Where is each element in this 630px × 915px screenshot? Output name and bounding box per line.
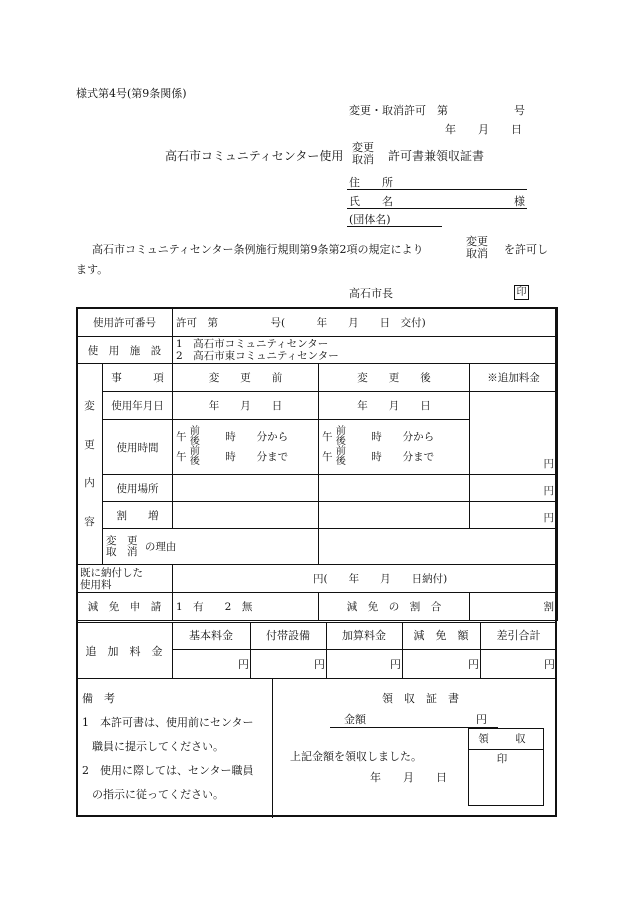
remarks-title: 備 考 (82, 692, 115, 705)
time-from-label: 時 分から (371, 431, 435, 443)
name-label: 氏 名 (349, 195, 393, 208)
change-header-row (77, 364, 558, 392)
before-place-value (173, 475, 319, 502)
receipt-stamp-box (468, 728, 553, 806)
after-header: 変 更 後 (319, 364, 470, 392)
yen-unit: 円 (543, 485, 555, 497)
vertical-char-1: 変 (84, 400, 95, 412)
permit-table (76, 307, 558, 621)
reduction-rate-label: 減 免 の 割 合 (319, 593, 470, 621)
paid-label-line-1: 既に納付した (80, 566, 143, 579)
receipt-amount-label: 金額 (344, 713, 366, 726)
permit-number-row (77, 308, 558, 337)
paid-row (77, 565, 558, 593)
facility-option-2: 2 高石市東コミュニティセンター (176, 350, 339, 362)
body-text-2: を許可し (504, 243, 548, 256)
yen-unit: 円 (543, 512, 555, 524)
ampm-prefix: 午 (176, 451, 187, 463)
title-stack-top: 変更 (352, 141, 374, 154)
paid-value: 円( 年 月 日納付) (173, 565, 558, 593)
receipt-stamp-label: 領 収 印 (469, 729, 543, 750)
remarks-line-3: 2 使用に際しては、センター職員 (82, 764, 254, 777)
body-stack-bottom: 取消 (466, 246, 488, 260)
receipt-amount-unit: 円 (476, 713, 487, 726)
am-label: 前 (189, 446, 200, 457)
permit-number-label: 使用許可番号 (77, 308, 173, 337)
use-date-label: 使用年月日 (103, 392, 173, 420)
rate-unit: 割 (543, 601, 555, 613)
receipt-title: 領 収 証 書 (382, 692, 459, 705)
remarks-divider (272, 679, 273, 818)
extra-fee-surcharge-cell (470, 502, 558, 529)
remarks-line-4: の指示に従ってください。 (92, 788, 224, 801)
facility-option-1: 1 高石市コミュニティセンター (176, 338, 329, 350)
place-row (77, 475, 558, 502)
address-label: 住 所 (349, 176, 393, 189)
place-label: 使用場所 (103, 475, 173, 502)
title-stack-bottom: 取消 (352, 152, 374, 166)
extra-fee-time-cell (470, 392, 558, 475)
additional-fee-block (76, 622, 557, 679)
pm-label: 後 (335, 436, 346, 447)
ampm-prefix: 午 (322, 451, 333, 463)
reason-label (103, 529, 319, 565)
facility-options (173, 337, 558, 364)
after-time-to (322, 447, 466, 467)
fee-header-surcharge: 加算料金 (342, 629, 386, 642)
body-text-1: 高石市コミュニティセンター条例施行規則第9条第2項の規定により (92, 243, 424, 256)
remarks-line-1: 1 本許可書は、使用前にセンター (82, 716, 254, 729)
fee-surcharge-yen: 円 (390, 658, 401, 671)
fee-basic-yen: 円 (238, 658, 249, 671)
paid-label (77, 565, 173, 593)
title-left: 高石市コミュニティセンター使用 (165, 149, 344, 163)
after-date-value: 年 月 日 (319, 392, 470, 420)
fee-header-basic: 基本料金 (189, 629, 233, 642)
surcharge-row (77, 502, 558, 529)
reason-label-text: の理由 (144, 540, 177, 553)
fee-equipment-yen: 円 (314, 658, 325, 671)
am-label: 前 (335, 426, 346, 437)
reduction-label: 減 免 申 請 (77, 593, 173, 621)
fee-reduction-yen: 円 (468, 658, 479, 671)
item-header: 事 項 (103, 364, 173, 392)
org-label: (団体名) (349, 213, 391, 226)
address-underline (347, 189, 527, 190)
facility-row (77, 337, 558, 364)
time-from-label: 時 分から (225, 431, 289, 443)
extra-fee-place-cell (470, 475, 558, 502)
ampm-prefix: 午 (322, 431, 333, 443)
surcharge-label: 割 増 (103, 502, 173, 529)
before-date-value: 年 月 日 (173, 392, 319, 420)
before-surcharge-value (173, 502, 319, 529)
before-time-to (176, 447, 315, 467)
pm-label: 後 (335, 456, 346, 467)
use-time-label: 使用時間 (103, 420, 173, 475)
yen-unit: 円 (543, 458, 555, 470)
seal-mark: 印 (514, 285, 529, 300)
fee-header-total: 差引合計 (496, 629, 541, 642)
after-time-value (319, 420, 470, 475)
reason-stack-top: 変 更 (106, 535, 138, 547)
vertical-char-4: 容 (84, 515, 95, 528)
title-change-cancel-stack (352, 142, 374, 165)
receipt-received-text: 上記金額を領収しました。 (290, 750, 422, 763)
facility-label: 使 用 施 設 (77, 337, 173, 364)
reason-stack-bottom: 取 消 (106, 545, 138, 558)
extra-fee-header: ※追加料金 (470, 364, 558, 392)
org-underline (347, 226, 442, 227)
body-text-3: ます。 (76, 263, 109, 276)
form-number: 様式第4号(第9条関係) (76, 87, 187, 100)
ampm-prefix: 午 (176, 431, 187, 443)
reduction-rate-value (470, 593, 558, 621)
reduction-row (77, 593, 558, 621)
before-time-value (173, 420, 319, 475)
body-stack-top: 変更 (466, 235, 488, 248)
title-right: 許可書兼領収証書 (388, 149, 485, 163)
remarks-line-2: 職員に提示してください。 (92, 740, 224, 753)
reduction-value: 1 有 2 無 (173, 593, 319, 621)
pm-label: 後 (189, 436, 200, 447)
time-to-label: 時 分まで (371, 451, 435, 463)
after-place-value (319, 475, 470, 502)
permit-number-line: 変更・取消許可 第 号 (349, 104, 525, 117)
receipt-date: 年 月 日 (370, 771, 447, 784)
vertical-char-3: 内 (84, 477, 95, 489)
fee-total-yen: 円 (544, 658, 555, 671)
name-suffix: 様 (514, 195, 525, 208)
fee-header-reduction: 減 免 額 (413, 629, 469, 642)
permit-number-value: 許可 第 号( 年 月 日 交付) (173, 308, 558, 337)
after-time-from (322, 427, 466, 447)
after-surcharge-value (319, 502, 470, 529)
change-content-vertical-label (77, 364, 103, 565)
before-time-from (176, 427, 315, 447)
am-label: 前 (189, 426, 200, 437)
paid-label-line-2: 使用料 (80, 578, 112, 591)
issue-date-line: 年 月 日 (445, 123, 522, 136)
before-header: 変 更 前 (173, 364, 319, 392)
name-underline (347, 208, 527, 209)
reason-value (319, 529, 558, 565)
reason-row (77, 529, 558, 565)
vertical-char-2: 更 (84, 438, 95, 451)
additional-fee-label: 追 加 料 金 (76, 623, 173, 679)
mayor-label: 高石市長 (349, 287, 393, 300)
use-date-row (77, 392, 558, 420)
am-label: 前 (335, 446, 346, 457)
pm-label: 後 (189, 456, 200, 467)
body-change-cancel-stack (466, 236, 488, 259)
time-to-label: 時 分まで (225, 451, 289, 463)
fee-header-equipment: 付帯設備 (266, 629, 310, 642)
